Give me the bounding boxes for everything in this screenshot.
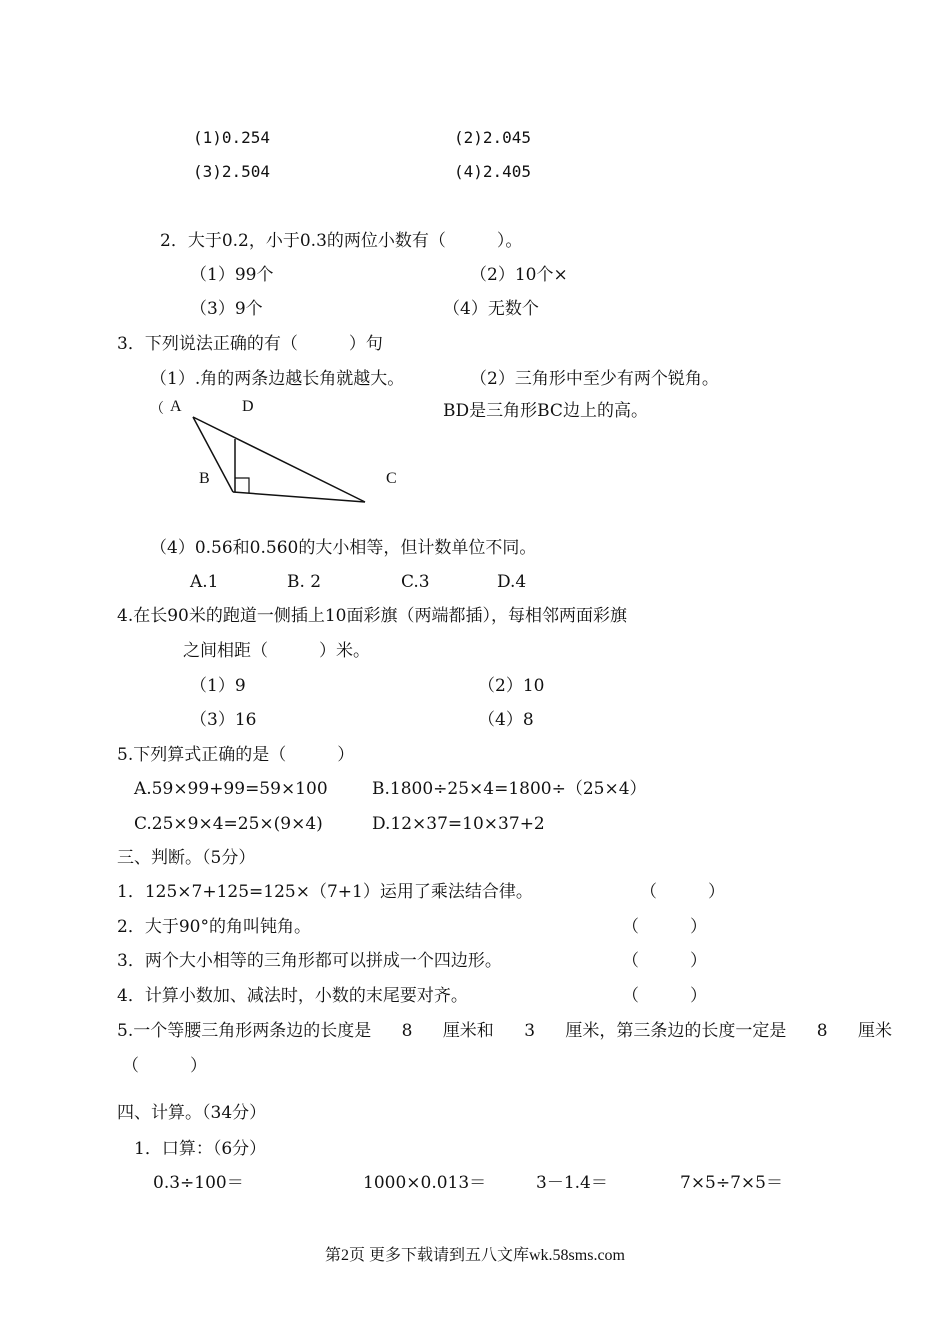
tf-item-4: 4．计算小数加、减法时，小数的末尾要对齐。 — [117, 986, 468, 1006]
tf-item-5-part: 8 — [816, 1021, 828, 1041]
q3-statement-3: BD是三角形BC边上的高。 — [443, 401, 648, 421]
tf-item-5-part: 5.一个等腰三角形两条边的长度是 — [117, 1021, 372, 1041]
q4-stem-line1: 4.在长90米的跑道一侧插上10面彩旗（两端都插），每相邻两面彩旗 — [117, 606, 627, 626]
tf-item-1-blank[interactable]: （ ） — [640, 882, 725, 902]
q1-option-2: (2)2.045 — [454, 128, 532, 147]
q4-option-3: （3）16 — [190, 710, 257, 730]
q4-option-2: （2）10 — [478, 676, 545, 696]
label-b: B — [199, 470, 210, 487]
q2-stem: 2．大于0.2，小于0.3的两位小数有（ ）。 — [160, 231, 523, 251]
tf-item-5-part: 厘米和 — [442, 1021, 494, 1041]
q5-option-d: D.12×37=10×37+2 — [372, 814, 545, 834]
tf-item-5-blank[interactable]: （ ） — [122, 1056, 207, 1076]
tf-item-5-part: 厘米，第三条边的长度一定是 — [565, 1021, 787, 1041]
label-c: C — [386, 470, 397, 487]
tf-item-1: 1．125×7+125=125×（7+1）运用了乘法结合律。 — [117, 882, 533, 902]
tf-item-5-part: 厘米 — [857, 1021, 892, 1041]
tf-item-3: 3．两个大小相等的三角形都可以拼成一个四边形。 — [117, 951, 502, 971]
section3-title: 三、判断。（5分） — [117, 848, 256, 868]
tf-item-2: 2．大于90°的角叫钝角。 — [117, 917, 311, 937]
mental-calc-4: 7×5÷7×5＝ — [680, 1173, 783, 1193]
page-footer: 第2页 更多下载请到五八文库wk.58sms.com — [324, 1247, 625, 1264]
q4-option-4: （4）8 — [478, 710, 534, 730]
section4-sub1: 1．口算：（6分） — [134, 1139, 267, 1159]
q3-choice-d: D.4 — [497, 572, 527, 592]
q5-option-a: A.59×99+99=59×100 — [134, 779, 328, 799]
label-d: D — [242, 398, 254, 415]
q3-statement-2: （2）三角形中至少有两个锐角。 — [470, 369, 719, 389]
right-angle-mark — [235, 478, 249, 493]
q5-option-c: C.25×9×4=25×(9×4) — [134, 814, 323, 834]
q3-stem: 3．下列说法正确的有（ ）句 — [117, 334, 383, 354]
q1-option-4: (4)2.405 — [454, 162, 532, 181]
q2-option-2: （2）10个× — [470, 265, 568, 285]
q2-option-4: （4）无数个 — [443, 299, 539, 319]
triangle-side-bc — [233, 492, 365, 502]
q4-stem-line2: 之间相距（ ）米。 — [183, 641, 370, 661]
q3-statement-1: （1）.角的两条边越长角就越大。 — [150, 369, 405, 389]
q3-statement-4: （4）0.56和0.560的大小相等，但计数单位不同。 — [150, 538, 537, 558]
q3-choice-a: A.1 — [190, 572, 219, 592]
q1-option-1: (1)0.254 — [193, 128, 271, 147]
q3-statement-3-prefix: （ — [150, 401, 164, 417]
mental-calc-3: 3－1.4＝ — [536, 1173, 608, 1193]
label-a: A — [170, 398, 182, 415]
mental-calc-1: 0.3÷100＝ — [153, 1173, 244, 1193]
tf-item-5-part: 8 — [401, 1021, 413, 1041]
q2-option-3: （3）9个 — [190, 299, 263, 319]
triangle-side-ac — [193, 417, 365, 502]
q1-option-3: (3)2.504 — [193, 162, 271, 181]
tf-item-4-blank[interactable]: （ ） — [622, 986, 707, 1006]
q2-option-1: （1）99个 — [190, 265, 274, 285]
tf-item-3-blank[interactable]: （ ） — [622, 951, 707, 971]
mental-calc-2: 1000×0.013＝ — [363, 1173, 487, 1193]
tf-item-5-part: 3 — [524, 1021, 536, 1041]
tf-item-5 — [117, 1021, 892, 1041]
q4-option-1: （1）9 — [190, 676, 246, 696]
q5-option-b: B.1800÷25×4=1800÷（25×4） — [372, 779, 647, 799]
q3-choice-c: C.3 — [401, 572, 430, 592]
tf-item-2-blank[interactable]: （ ） — [622, 917, 707, 937]
section4-title: 四、计算。（34分） — [117, 1103, 267, 1123]
q3-choice-b: B. 2 — [287, 572, 322, 592]
q5-stem: 5.下列算式正确的是（ ） — [117, 745, 355, 765]
